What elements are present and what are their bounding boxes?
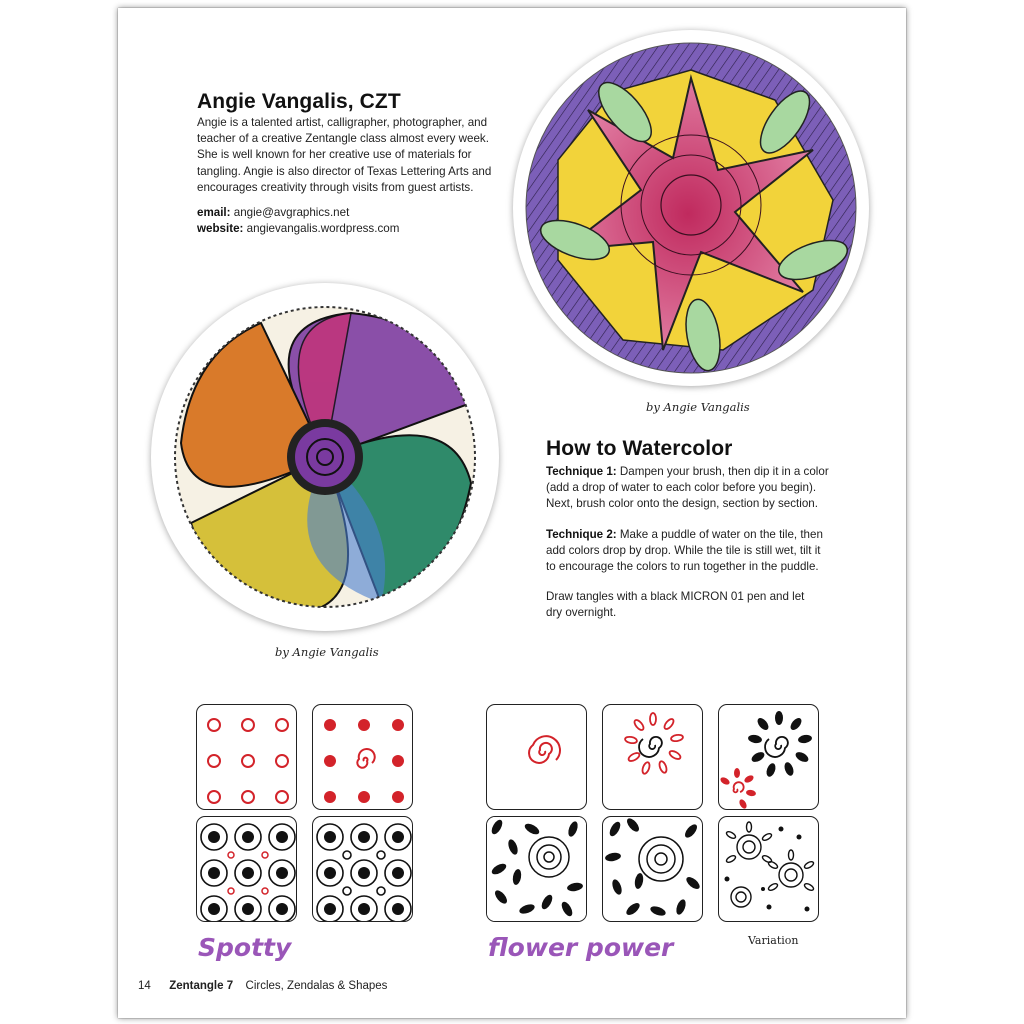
- technique-2-text: Make a puddle of water on the tile, then: [616, 528, 823, 541]
- spotty-step-1-drawing: [197, 705, 296, 809]
- author-email: [197, 205, 349, 221]
- page-number: 14: [138, 980, 151, 992]
- book-title: Zentangle 7: [169, 980, 234, 992]
- spotty-step-3-drawing: [197, 817, 296, 921]
- spotty-step-2-tile: [312, 704, 413, 810]
- flower-step-2-drawing: [603, 705, 702, 809]
- flower-power-pattern-title: flower power: [488, 933, 674, 962]
- author-bio: [197, 115, 527, 196]
- bio-line: teacher of a creative Zentangle class almost every week.: [197, 132, 489, 146]
- note-line: Draw tangles with a black MICRON 01 pen and let: [546, 590, 805, 603]
- technique-2-text: to encourage the colors to run together in the puddle.: [546, 560, 819, 574]
- website-label: website:: [197, 222, 244, 235]
- flower-step-3-tile: [718, 704, 819, 810]
- swirl-zendala-image: [151, 283, 499, 631]
- technique-2: [546, 527, 866, 576]
- technique-1-text: Dampen your brush, then dip it in a color: [616, 465, 829, 478]
- page-footer: [138, 980, 387, 992]
- bio-line: She is well known for her creative use of materials for: [197, 148, 472, 162]
- flower-step-2-tile: [602, 704, 703, 810]
- spotty-step-3-tile: [196, 816, 297, 922]
- flower-step-3-drawing: [719, 705, 818, 809]
- caption-star-artwork: by Angie Vangalis: [646, 400, 750, 414]
- technique-1: [546, 464, 866, 513]
- flower-step-4-tile: [486, 816, 587, 922]
- bio-line: encourages creativity through visits from guest artists.: [197, 180, 474, 194]
- spotty-step-2-drawing: [313, 705, 412, 809]
- email-value[interactable]: angie@avgraphics.net: [233, 206, 350, 219]
- zendala-artwork-swirl: [151, 283, 499, 631]
- email-label: email:: [197, 206, 231, 219]
- flower-step-5-tile: [602, 816, 703, 922]
- flower-step-4-drawing: [487, 817, 586, 921]
- bio-line: tangling. Angie is also director of Texas Lettering Arts and: [197, 164, 492, 178]
- book-page: [118, 8, 906, 1018]
- technique-1-text: (add a drop of water to each color before you begin).: [546, 481, 817, 495]
- variation-label: Variation: [748, 934, 799, 947]
- chapter-title: Circles, Zendalas & Shapes: [245, 980, 388, 992]
- technique-2-text: add colors drop by drop. While the tile is still wet, tilt it: [546, 544, 821, 558]
- author-name: Angie Vangalis, CZT: [197, 90, 401, 113]
- spotty-step-4-drawing: [313, 817, 412, 921]
- watercolor-heading: How to Watercolor: [546, 437, 733, 460]
- spotty-step-4-tile: [312, 816, 413, 922]
- flower-step-1-tile: [486, 704, 587, 810]
- technique-1-text: Next, brush color onto the design, section by section.: [546, 497, 818, 511]
- flower-step-1-drawing: [487, 705, 586, 809]
- caption-swirl-artwork: by Angie Vangalis: [275, 645, 379, 659]
- spotty-pattern-title: Spotty: [198, 933, 292, 962]
- spotty-step-1-tile: [196, 704, 297, 810]
- author-website: [197, 221, 399, 237]
- technique-2-label: Technique 2:: [546, 528, 617, 541]
- watercolor-note: [546, 589, 866, 621]
- star-zendala-image: [513, 30, 869, 386]
- flower-variation-drawing: [719, 817, 818, 921]
- flower-variation-tile: [718, 816, 819, 922]
- bio-line: Angie is a talented artist, calligrapher, photographer, and: [197, 116, 488, 129]
- note-line: dry overnight.: [546, 606, 617, 620]
- flower-step-5-drawing: [603, 817, 702, 921]
- zendala-artwork-star: [513, 30, 869, 386]
- technique-1-label: Technique 1:: [546, 465, 617, 478]
- website-value[interactable]: angievangalis.wordpress.com: [246, 222, 400, 235]
